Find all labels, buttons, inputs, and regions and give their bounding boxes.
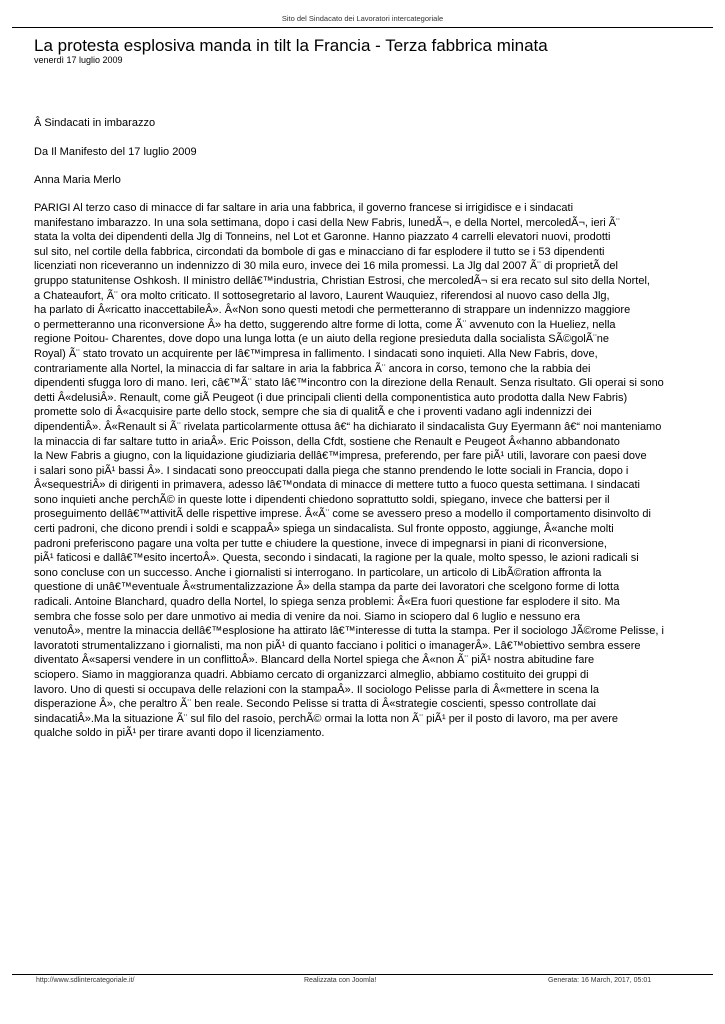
article-body-line: radicali. Antoine Blanchard, quadro della Nortel, lo spiega senza problemi: Â«Era fuori questione far esplodere il sito. Ma	[34, 596, 620, 609]
article-body-line: Â«sequestriÂ» di dirigenti in primavera, adesso lâ€™ondata di minacce di mettere tutto a fuoco questa settimana. I sindacati	[34, 479, 640, 492]
article-body-line: piÃ¹ faticosi e dallâ€™esito incertoÂ». Questa, secondo i sindacati, la ragione per la quale, molto spesso, le azioni radicali si	[34, 552, 639, 565]
article-body-line: dipendenti sfugga loro di mano. Ieri, câ€™Ã¨ stato lâ€™incontro con la direzione della Renault. Senza risultato. Gli operai si sono	[34, 377, 664, 390]
article-body-line: sul sito, nel cortile della fabbrica, circondati da bombole di gas e minacciano di far esplodere il tutto se i 53 dipendenti	[34, 245, 605, 258]
article-body-line: disperazione Â», che peraltro Ã¨ ben reale. Secondo Pelisse si tratta di Â«strategie coscienti, spesso controllate dai	[34, 698, 596, 711]
header-divider	[12, 27, 713, 28]
article-body-line: manifestano imbarazzo. In una sola settimana, dopo i casi della New Fabris, lunedÃ¬, e della Nortel, mercoledÃ¬, ieri Ã¨	[34, 216, 620, 229]
article-body-line: ha parlato di Â«ricatto inaccettabileÂ». Â«Non sono questi metodi che permetteranno di strappare un indennizzo maggiore	[34, 304, 631, 317]
article-body-line: lavoratoti strumentalizzano i giornalisti, ma non piÃ¹ di quanto facciano i politici o imanagerÂ». Lâ€™obiettivo sembra essere	[34, 639, 641, 652]
article-body-line: promette solo di Â«acquisire parte dello stock, sempre che sia di qualitÃ e che i proventi vadano agli indennizzi dei	[34, 406, 592, 419]
footer-generated-date: Generata: 16 March, 2017, 05:01	[548, 977, 652, 984]
article-body-line: contrariamente alla Nortel, la minaccia di far saltare in aria la fabbrica Ã¨ ancora in corso, temono che la rabbia dei	[34, 362, 591, 375]
article-body-line: venutoÂ», mentre la minaccia dellâ€™esplosione ha attirato lâ€™interesse di tutta la stampa. Per il sociologo JÃ©rome Pelisse, i	[34, 625, 664, 638]
article-body-line: o permetteranno una riconversione Â» ha detto, suggerendo altre forme di lotta, come Ã¨ avvenuto con la Hueliez, nella	[34, 318, 616, 331]
article-body-line: i salari sono piÃ¹ bassi Â». I sindacati sono preoccupati dalla piega che stanno prendendo le lotte sociali in Francia, dopo i	[34, 464, 629, 477]
article-body-line: dipendentiÂ». Â«Renault si Ã¨ rivelata particolarmente ottusa â€“ ha dichiarato il sindacalista Guy Eyermann â€“ noi manteniamo	[34, 420, 662, 433]
article-body-line: sindacatiÂ».Ma la situazione Ã¨ sul filo del rasoio, perchÃ© ormai la lotta non Ã¨ piÃ¹ per il posto di lavoro, ma per avere	[34, 712, 619, 725]
article-body-line: sono concluse con un successo. Anche i giornalisti si interrogano. In particolare, un articolo di LibÃ©ration affronta la	[34, 566, 602, 579]
article-body-line: gruppo statunitense Oshkosh. Il ministro dellâ€™industria, Christian Estrosi, che mercoledÃ¬ si era recato sul sito della Nortel,	[34, 274, 650, 287]
article-body-line: proseguimento dellâ€™attivitÃ delle rispettive imprese. Â«Ã¨ come se avessero preso a modello il comportamento disinvolto di	[34, 508, 651, 521]
article-body-line: padroni preferiscono pagare una volta per tutte e chiudere la questione, invece di impegnarsi in piani di riconversione,	[34, 537, 607, 550]
article-source: Da Il Manifesto del 17 luglio 2009	[34, 146, 197, 158]
article-body-line: diventato Â«sapersi vendere in un conflittoÂ». Blancard della Nortel spiega che Â«non Ã¨ piÃ¹ nostra abitudine fare	[34, 654, 595, 667]
article-title: La protesta esplosiva manda in tilt la Francia - Terza fabbrica minata	[34, 36, 548, 55]
article-date: venerdì 17 luglio 2009	[34, 55, 123, 65]
article-body-line: la minaccia di far saltare tutto in ariaÂ». Eric Poisson, della Cfdt, sostiene che Renault e Peugeot Â«hanno abbandonato	[34, 435, 620, 448]
article-body-line: lavoro. Uno di questi si occupava delle relazioni con la stampaÂ». Il sociologo Pelisse parla di Â«mettere in scena la	[34, 683, 599, 696]
article-author: Anna Maria Merlo	[34, 174, 121, 186]
article-body-line: la New Fabris a giugno, con la liquidazione giudiziaria dellâ€™impresa, preferendo, per fare piÃ¹ utili, lavorare con paesi dove	[34, 450, 647, 463]
article-body	[34, 201, 725, 741]
footer-credit: Realizzata con Joomla!	[304, 977, 377, 984]
article-body-line: sono inquieti anche perchÃ© in queste lotte i dipendenti chiedono soprattutto soldi, spiegano, invece che battersi per il	[34, 493, 610, 506]
article-body-line: sciopero. Siamo in maggioranza quadri. Abbiamo cercato di organizzarci almeglio, abbiamo costituito dei gruppi di	[34, 669, 589, 681]
article-body-line: certi padroni, che dicono prendi i soldi e scappaÂ» spiega un sindacalista. Sul fronte opposto, aggiunge, Â«anche molti	[34, 523, 614, 536]
article-subtitle: Â Sindacati in imbarazzo	[34, 117, 156, 129]
article-body-line: regione Poitou- Charentes, dove dopo una lunga lotta (e un aiuto della regione presieduta dalla socialista SÃ©golÃ¨ne	[34, 333, 609, 346]
article-body-line: a Chateaufort, Ã¨ ora molto criticato. Il sottosegretario al lavoro, Laurent Wauquiez, riferendosi al nuovo caso della Jlg,	[34, 289, 610, 302]
article-body-line: licenziati non riceveranno un indennizzo di 30 mila euro, invece dei 16 mila promessi. La Jlg dal 2007 Ã¨ di proprietÃ del	[34, 260, 618, 273]
site-header: Sito del Sindacato dei Lavoratori intercategoriale	[281, 14, 444, 23]
article-body-line: Royal) Ã¨ stato trovato un acquirente per lâ€™impresa in fallimento. I sindacati sono inquieti. Alla New Fabris, dove,	[34, 347, 598, 360]
footer-divider	[12, 974, 713, 975]
article-body-line: PARIGI Al terzo caso di minacce di far saltare in aria una fabbrica, il governo francese si irrigidisce e i sindacati	[34, 202, 574, 214]
article-body-line: questione di unâ€™eventuale Â«strumentalizzazione Â» della stampa da parte dei lavoratori che scelgono forme di lotta	[34, 581, 620, 594]
footer-site-link[interactable]: http://www.sdlintercategoriale.it/	[36, 977, 135, 984]
article-body-line: sembra che fosse solo per dare unmotivo ai media di venire da noi. Siamo in sciopero dal 6 luglio e nessuno era	[34, 610, 581, 623]
article-body-line: qualche soldo in piÃ¹ per tirare avanti dopo il licenziamento.	[34, 727, 325, 740]
article-body-line: detti Â«delusiÂ». Renault, come giÃ Peugeot (i due principali clienti della componentistica auto prodotta dalla New Fabris)	[34, 391, 628, 404]
article-body-line: stata la volta dei dipendenti della Jlg di Tonneins, nel Lot et Garonne. Hanno piazzato 4 carrelli elevatori nuovi, prodotti	[34, 231, 611, 244]
